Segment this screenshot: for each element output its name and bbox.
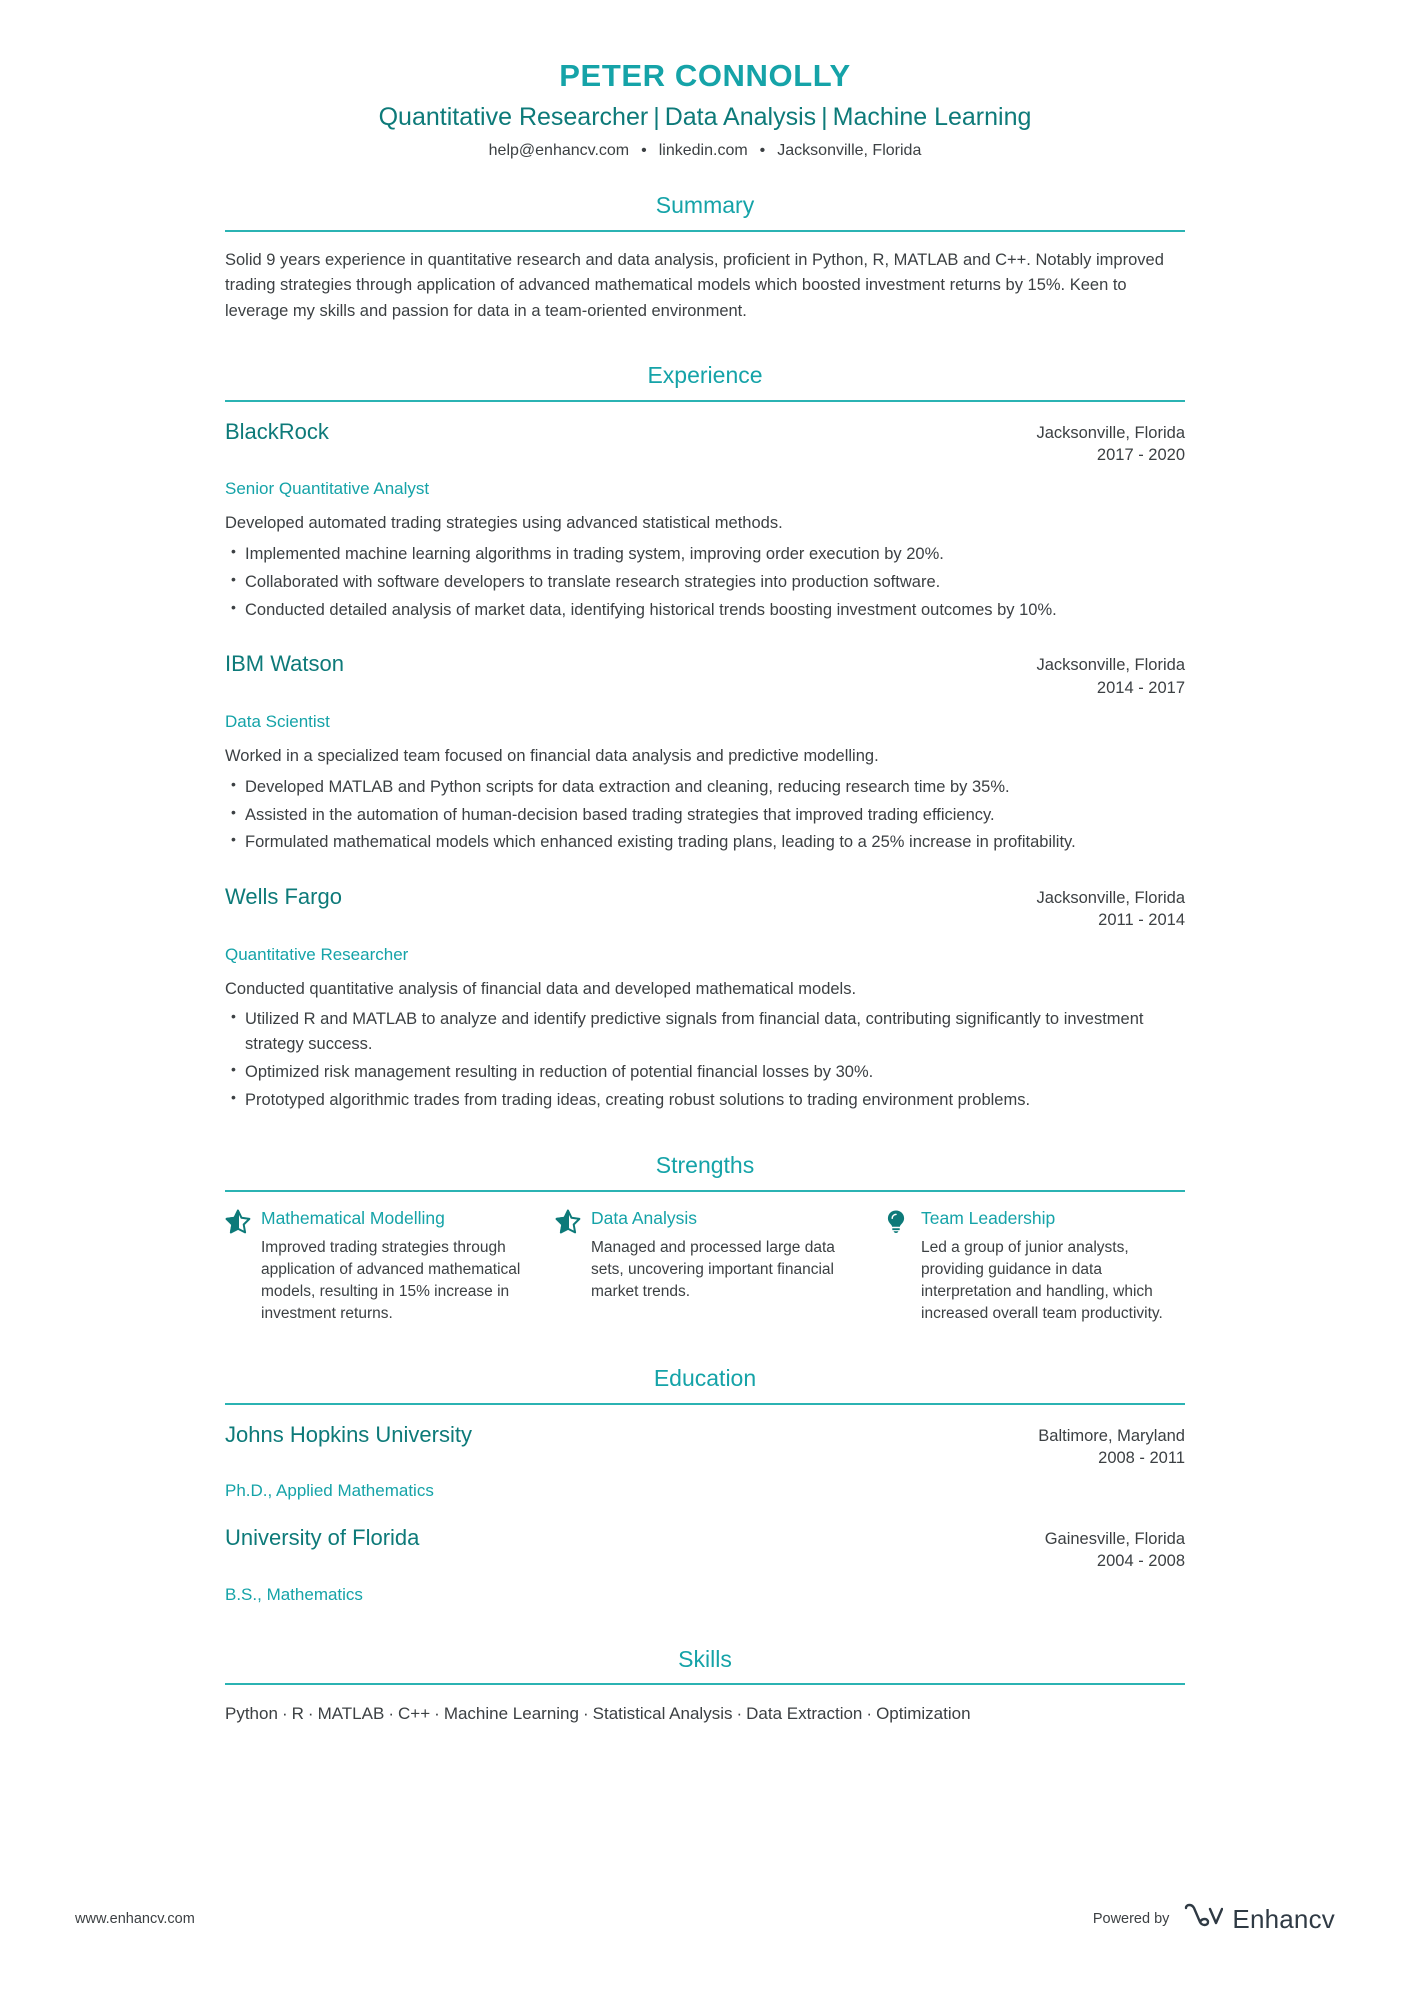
page-footer	[75, 1902, 1335, 1935]
job-bullet-list	[225, 1007, 1185, 1112]
experience-entry-header	[225, 650, 1185, 699]
education-entry-meta	[1045, 1524, 1185, 1573]
degree-title: Ph.D., Applied Mathematics	[225, 1481, 434, 1501]
job-bullet: • Formulated mathematical models which enhanced existing trading plans, leading to a 25% increase in profitability.	[225, 830, 1185, 855]
section-title-education: Education	[653, 1364, 757, 1391]
enhancv-brand-name: Enhancv	[1232, 1903, 1335, 1934]
headline-separator: |	[821, 102, 828, 131]
education-entry-header	[225, 1421, 1185, 1470]
enhancv-logo-icon	[1183, 1902, 1223, 1935]
job-bullet: • Developed MATLAB and Python scripts for data extraction and cleaning, reducing research time by 35%.	[225, 775, 1185, 800]
skill-separator: ·	[736, 1704, 743, 1724]
candidate-name: PETER CONNOLLY	[559, 58, 851, 93]
experience-entry-left	[225, 418, 1036, 446]
experience-body	[225, 402, 1185, 1113]
footer-url[interactable]: www.enhancv.com	[75, 1910, 195, 1927]
skill-separator: ·	[281, 1704, 288, 1724]
powered-by-label: Powered by	[1092, 1910, 1170, 1927]
experience-entry-meta	[1036, 650, 1185, 699]
employment-dates: 2014 - 2017	[1096, 678, 1185, 697]
half-star-icon	[555, 1208, 581, 1234]
strength-body	[591, 1208, 855, 1303]
skill-separator: ·	[388, 1704, 394, 1724]
skill-separator: ·	[307, 1704, 314, 1724]
experience-entry	[225, 883, 1185, 1112]
job-bullet: • Conducted detailed analysis of market data, identifying historical trends boosting investment outcomes by 10%.	[225, 598, 1185, 623]
section-title-experience: Experience	[647, 362, 763, 389]
headline-part-2: Data Analysis	[664, 102, 817, 131]
contact-linkedin[interactable]: linkedin.com	[658, 142, 748, 160]
skill-item: Data Extraction	[746, 1704, 863, 1724]
half-star-icon	[225, 1208, 251, 1234]
strengths-grid	[225, 1208, 1185, 1325]
experience-entry-meta	[1036, 883, 1185, 932]
job-description: Developed automated trading strategies using advanced statistical methods.	[225, 514, 783, 533]
summary-text: Solid 9 years experience in quantitative research and data analysis, proficient in Python, R, MATLAB and C++. Notably improved trading strategies through application of advanced mathematical models which boosted investment returns by 15%. Keen to leverage my skills and passion for data in a team-oriented environment.	[225, 250, 1164, 320]
section-title-skills: Skills	[678, 1645, 732, 1672]
skill-separator: ·	[866, 1704, 873, 1724]
headline-part-1: Quantitative Researcher	[378, 102, 649, 131]
experience-entry	[225, 650, 1185, 855]
summary-body	[225, 232, 1185, 325]
company-location: Jacksonville, Florida	[1036, 889, 1185, 908]
section-experience	[225, 362, 1185, 1112]
school-name: University of Florida	[225, 1525, 420, 1551]
job-bullet: • Implemented machine learning algorithms in trading system, improving order execution by 20%.	[225, 542, 1185, 567]
company-location: Jacksonville, Florida	[1036, 423, 1185, 442]
job-bullet: • Utilized R and MATLAB to analyze and identify predictive signals from financial data, contributing significantly to investment strategy success.	[225, 1007, 1185, 1057]
strength-description: Led a group of junior analysts, providing guidance in data interpretation and handling, which increased overall team productivity.	[921, 1238, 1163, 1322]
job-bullet: • Prototyped algorithmic trades from trading ideas, creating robust solutions to trading environment problems.	[225, 1088, 1185, 1113]
education-entry-left	[225, 1524, 1045, 1552]
section-strengths	[225, 1152, 1185, 1324]
skill-item: C++	[398, 1704, 431, 1724]
job-description: Conducted quantitative analysis of financial data and developed mathematical models.	[225, 979, 857, 998]
education-dates: 2008 - 2011	[1098, 1448, 1185, 1467]
experience-entry	[225, 418, 1185, 623]
strengths-body	[225, 1192, 1185, 1325]
skill-item: Python	[225, 1704, 278, 1724]
company-name: BlackRock	[225, 418, 329, 444]
skill-separator: ·	[582, 1704, 589, 1724]
strength-item	[885, 1208, 1185, 1325]
employment-dates: 2017 - 2020	[1096, 446, 1185, 465]
job-bullet-list	[225, 542, 1185, 622]
job-bullet: • Collaborated with software developers to translate research strategies into production software.	[225, 570, 1185, 595]
skill-separator: ·	[434, 1704, 440, 1724]
experience-entry-left	[225, 883, 1036, 911]
school-location: Baltimore, Maryland	[1038, 1426, 1185, 1445]
education-list	[225, 1421, 1185, 1606]
job-description: Worked in a specialized team focused on financial data analysis and predictive modelling.	[225, 747, 879, 766]
section-title-strengths: Strengths	[655, 1152, 755, 1179]
experience-list	[225, 418, 1185, 1113]
section-skills	[225, 1646, 1185, 1727]
resume-content	[225, 0, 1185, 1727]
employment-dates: 2011 - 2014	[1098, 911, 1185, 930]
strength-title: Data Analysis	[591, 1208, 698, 1229]
contact-email[interactable]: help@enhancv.com	[488, 142, 630, 160]
skills-list	[225, 1701, 1185, 1727]
education-entry	[225, 1421, 1185, 1503]
strength-description: Managed and processed large data sets, uncovering important financial market trends.	[591, 1238, 835, 1300]
company-name: Wells Fargo	[225, 884, 342, 910]
section-education	[225, 1365, 1185, 1606]
strength-body	[921, 1208, 1185, 1325]
strength-title: Mathematical Modelling	[261, 1208, 445, 1229]
job-title: Quantitative Researcher	[225, 944, 409, 964]
resume-header	[225, 0, 1185, 162]
contact-separator: •	[641, 142, 647, 160]
experience-entry-left	[225, 650, 1036, 678]
skill-item: Statistical Analysis	[592, 1704, 733, 1724]
education-dates: 2004 - 2008	[1096, 1552, 1185, 1571]
job-title: Data Scientist	[225, 711, 330, 731]
lightbulb-icon	[885, 1208, 911, 1233]
education-entry-meta	[1038, 1421, 1185, 1470]
contact-line	[225, 141, 1185, 162]
contact-location: Jacksonville, Florida	[777, 142, 922, 160]
strength-item	[225, 1208, 525, 1325]
skill-item: MATLAB	[317, 1704, 385, 1724]
education-entry-left	[225, 1421, 1038, 1449]
footer-branding	[1093, 1902, 1335, 1935]
company-name: IBM Watson	[225, 651, 344, 677]
headline-separator: |	[653, 102, 660, 131]
experience-entry-meta	[1036, 418, 1185, 467]
education-body	[225, 1405, 1185, 1606]
candidate-headline	[225, 101, 1185, 134]
job-title: Senior Quantitative Analyst	[225, 479, 430, 499]
school-name: Johns Hopkins University	[225, 1421, 472, 1447]
education-entry-header	[225, 1524, 1185, 1573]
degree-title: B.S., Mathematics	[225, 1584, 363, 1604]
skill-item: Optimization	[876, 1704, 971, 1724]
strength-body	[261, 1208, 525, 1325]
skill-item: Machine Learning	[443, 1704, 579, 1724]
strength-description: Improved trading strategies through application of advanced mathematical models, resulting in 15% increase in investment returns.	[261, 1238, 521, 1322]
strength-title: Team Leadership	[921, 1208, 1056, 1229]
section-summary	[225, 192, 1185, 324]
company-location: Jacksonville, Florida	[1036, 656, 1185, 675]
education-entry	[225, 1524, 1185, 1606]
headline-part-3: Machine Learning	[832, 102, 1032, 131]
skill-item: R	[291, 1704, 304, 1724]
contact-separator: •	[759, 142, 766, 160]
school-location: Gainesville, Florida	[1044, 1530, 1185, 1549]
job-bullet-list	[225, 775, 1185, 855]
skills-body	[225, 1685, 1185, 1727]
experience-entry-header	[225, 418, 1185, 467]
strength-item	[555, 1208, 855, 1325]
job-bullet: • Assisted in the automation of human-decision based trading strategies that improved trading efficiency.	[225, 803, 1185, 828]
experience-entry-header	[225, 883, 1185, 932]
section-title-summary: Summary	[655, 191, 755, 218]
job-bullet: • Optimized risk management resulting in reduction of potential financial losses by 30%.	[225, 1060, 1185, 1085]
